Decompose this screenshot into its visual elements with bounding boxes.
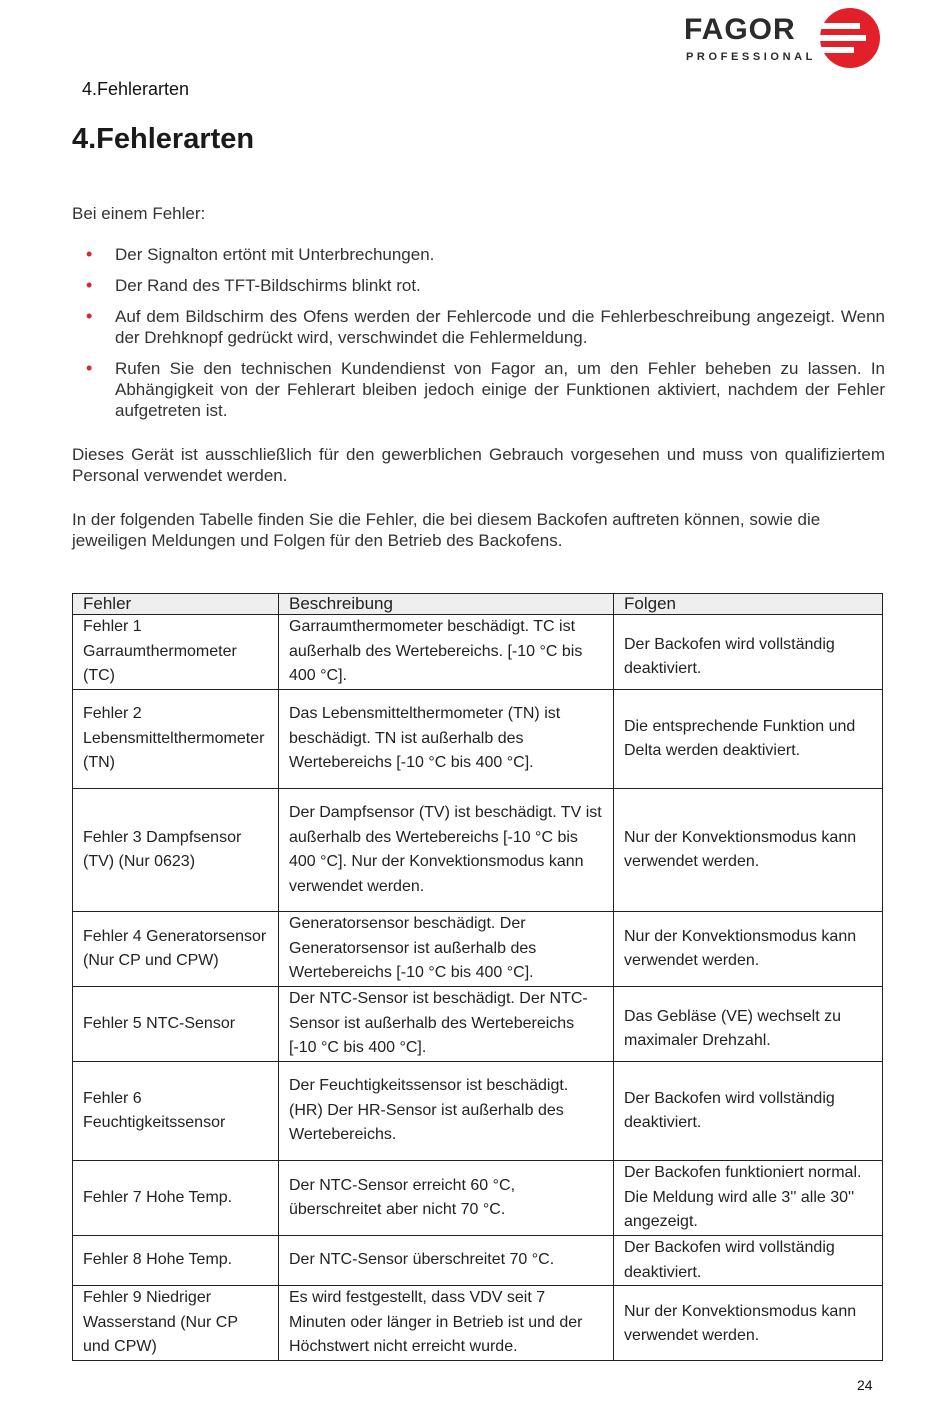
- cell-beschreibung: Es wird festgestellt, dass VDV seit 7 Minuten oder länger in Betrieb ist und der Höchstwert nicht erreicht wurde.: [279, 1286, 614, 1361]
- page-title: 4.Fehlerarten: [72, 123, 255, 155]
- bullet-list: [72, 244, 885, 431]
- cell-beschreibung: Das Lebensmittelthermometer (TN) ist beschädigt. TN ist außerhalb des Wertebereichs [-10 °C bis 400 °C].: [279, 690, 614, 789]
- cell-beschreibung: Der Feuchtigkeitssensor ist beschädigt. (HR) Der HR-Sensor ist außerhalb des Wertebereichs.: [279, 1062, 614, 1161]
- page-number: 24: [857, 1377, 873, 1393]
- column-header-folgen: Folgen: [614, 594, 883, 615]
- cell-beschreibung: Der NTC-Sensor erreicht 60 °C, überschreitet aber nicht 70 °C.: [279, 1161, 614, 1236]
- cell-beschreibung: Der Dampfsensor (TV) ist beschädigt. TV ist außerhalb des Wertebereichs [-10 °C bis 400 °C]. Nur der Konvektionsmodus kann verwendet werden.: [279, 789, 614, 912]
- running-header: 4.Fehlerarten: [82, 79, 190, 99]
- table-row: [73, 987, 883, 1062]
- cell-beschreibung: Generatorsensor beschädigt. Der Generatorsensor ist außerhalb des Wertebereichs [-10 °C bis 400 °C].: [279, 912, 614, 987]
- table-row: [73, 1236, 883, 1286]
- usage-notice: Dieses Gerät ist ausschließlich für den gewerblichen Gebrauch vorgesehen und muss von qualifiziertem Personal verwendet werden.: [72, 445, 885, 485]
- cell-folgen: Der Backofen wird vollständig deaktiviert.: [614, 1236, 883, 1286]
- bullet-icon: •: [86, 358, 93, 378]
- logo-subtitle: PROFESSIONAL: [686, 51, 816, 63]
- cell-folgen: Die entsprechende Funktion und Delta werden deaktiviert.: [614, 690, 883, 789]
- cell-fehler: Fehler 9 Niedriger Wasserstand (Nur CP und CPW): [73, 1286, 279, 1361]
- cell-fehler: Fehler 6 Feuchtigkeitssensor: [73, 1062, 279, 1161]
- list-item: [72, 275, 885, 296]
- cell-folgen: Der Backofen wird vollständig deaktiviert.: [614, 1062, 883, 1161]
- table-header-row: [73, 594, 883, 615]
- bullet-icon: •: [86, 244, 93, 264]
- bullet-text: Auf dem Bildschirm des Ofens werden der Fehlercode und die Fehlerbeschreibung angezeigt. Wenn der Drehknopf gedrückt wird, verschwindet die Fehlermeldung.: [115, 307, 885, 347]
- cell-folgen: Nur der Konvektionsmodus kann verwendet werden.: [614, 912, 883, 987]
- cell-folgen: Nur der Konvektionsmodus kann verwendet werden.: [614, 789, 883, 912]
- table-row: [73, 789, 883, 912]
- cell-fehler: Fehler 1 Garraumthermometer (TC): [73, 615, 279, 690]
- cell-fehler: Fehler 5 NTC-Sensor: [73, 987, 279, 1062]
- bullet-icon: •: [86, 275, 93, 295]
- error-table: [72, 593, 883, 1361]
- table-intro: In der folgenden Tabelle finden Sie die Fehler, die bei diesem Backofen auftreten können, sowie die jeweiligen Meldungen und Folgen für den Betrieb des Backofens.: [72, 510, 821, 550]
- cell-folgen: Der Backofen wird vollständig deaktiviert.: [614, 615, 883, 690]
- table-row: [73, 690, 883, 789]
- column-header-fehler: Fehler: [73, 594, 279, 615]
- column-header-beschreibung: Beschreibung: [279, 594, 614, 615]
- cell-beschreibung: Garraumthermometer beschädigt. TC ist außerhalb des Wertebereichs. [-10 °C bis 400 °C].: [279, 615, 614, 690]
- bullet-text: Rufen Sie den technischen Kundendienst von Fagor an, um den Fehler beheben zu lassen. In Abhängigkeit von der Fehlerart bleiben jedoch einige der Funktionen aktiviert, nachdem der Fehler aufgetreten ist.: [115, 359, 885, 420]
- table-row: [73, 615, 883, 690]
- cell-fehler: Fehler 4 Generatorsensor (Nur CP und CPW): [73, 912, 279, 987]
- cell-fehler: Fehler 8 Hohe Temp.: [73, 1236, 279, 1286]
- bullet-text: Der Signalton ertönt mit Unterbrechungen.: [115, 245, 435, 264]
- bullet-text: Der Rand des TFT-Bildschirms blinkt rot.: [115, 276, 421, 295]
- cell-beschreibung: Der NTC-Sensor ist beschädigt. Der NTC-Sensor ist außerhalb des Wertebereichs [-10 °C bis 400 °C].: [279, 987, 614, 1062]
- list-item: [72, 306, 885, 348]
- list-item: [72, 358, 885, 421]
- intro-text: Bei einem Fehler:: [72, 204, 206, 223]
- table-row: [73, 1161, 883, 1236]
- table-row: [73, 1062, 883, 1161]
- cell-folgen: Das Gebläse (VE) wechselt zu maximaler Drehzahl.: [614, 987, 883, 1062]
- cell-beschreibung: Der NTC-Sensor überschreitet 70 °C.: [279, 1236, 614, 1286]
- fagor-logo-mark-icon: [816, 6, 880, 70]
- list-item: [72, 244, 885, 265]
- cell-folgen: Der Backofen funktioniert normal. Die Meldung wird alle 3'' alle 30'' angezeigt.: [614, 1161, 883, 1236]
- cell-folgen: Nur der Konvektionsmodus kann verwendet werden.: [614, 1286, 883, 1361]
- bullet-icon: •: [86, 306, 93, 326]
- cell-fehler: Fehler 7 Hohe Temp.: [73, 1161, 279, 1236]
- fagor-logo: [684, 6, 884, 70]
- table-row: [73, 912, 883, 987]
- logo-brand: FAGOR: [684, 13, 796, 46]
- cell-fehler: Fehler 3 Dampfsensor (TV) (Nur 0623): [73, 789, 279, 912]
- table-row: [73, 1286, 883, 1361]
- cell-fehler: Fehler 2 Lebensmittelthermometer (TN): [73, 690, 279, 789]
